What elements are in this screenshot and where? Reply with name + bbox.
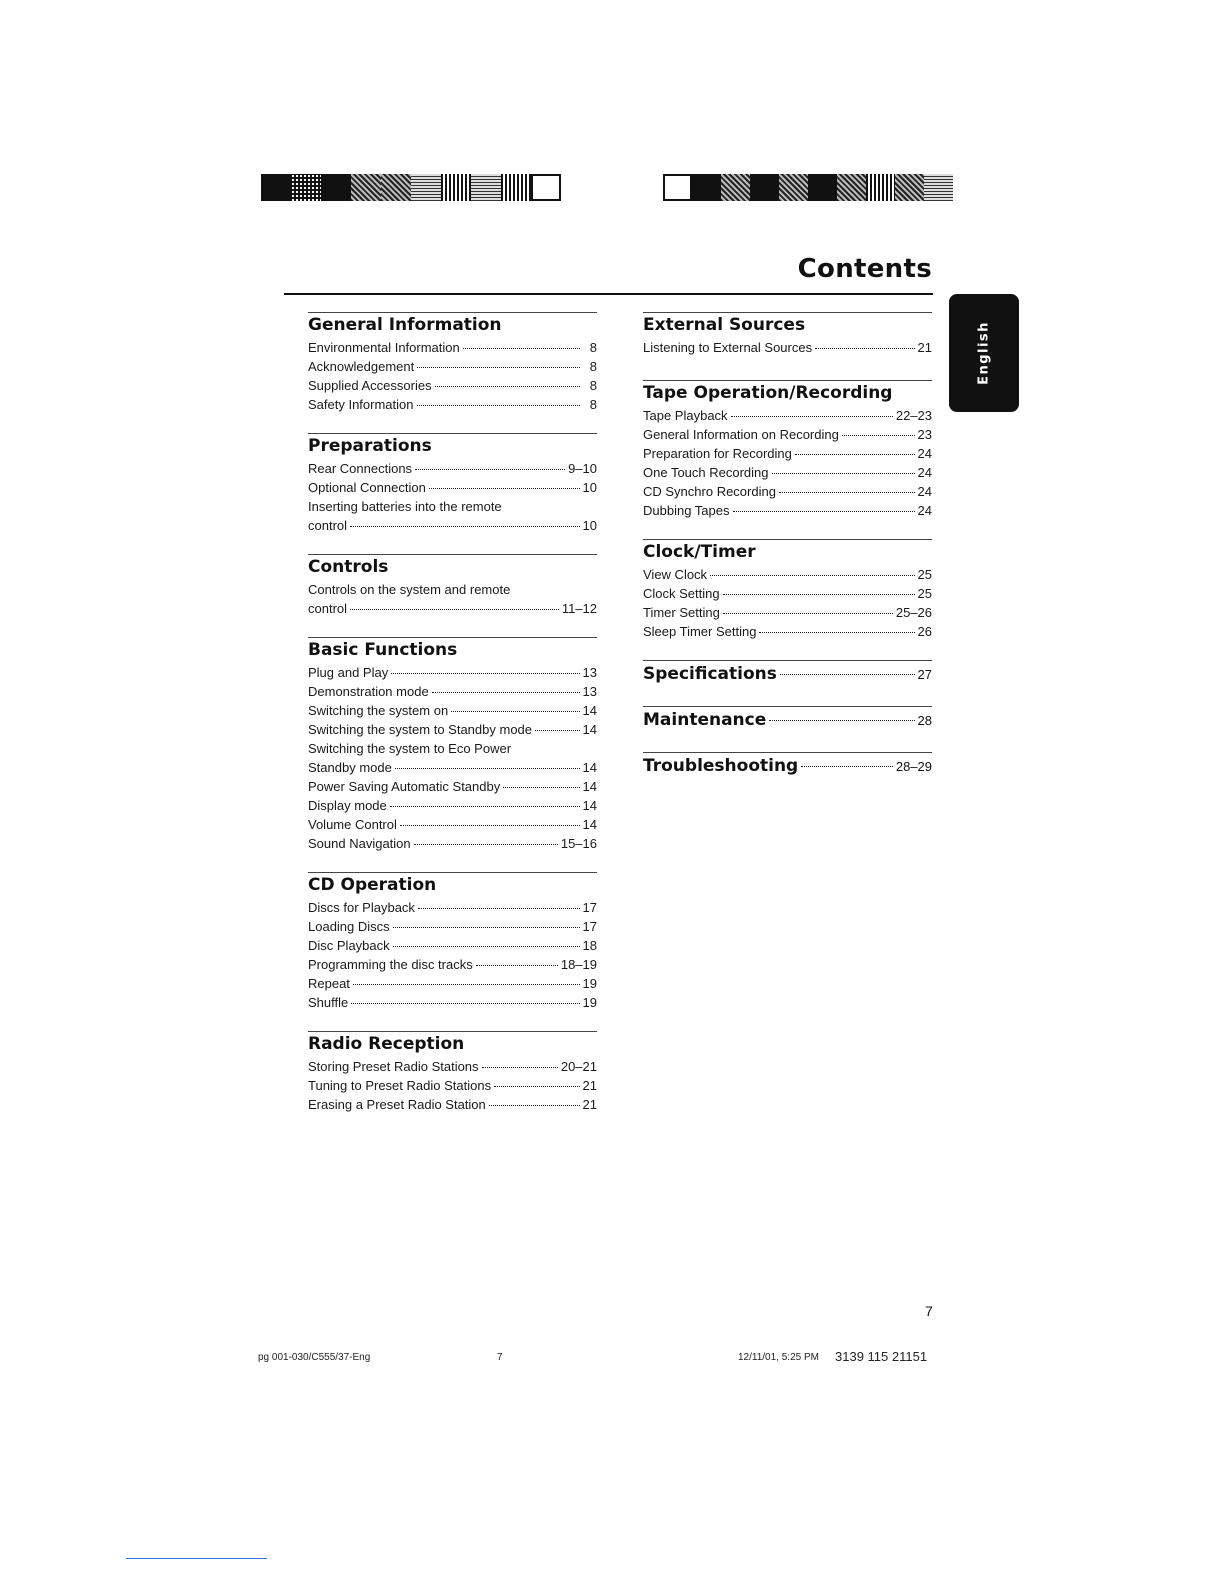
toc-entry: General Information on Recording 23: [643, 427, 932, 442]
toc-entry: Display mode 14: [308, 798, 597, 813]
toc-entry: View Clock 25: [643, 567, 932, 582]
footer-datetime: 12/11/01, 5:25 PM: [738, 1352, 819, 1363]
toc-entry: Environmental Information 8: [308, 340, 597, 355]
toc-entry: control 11–12: [308, 601, 597, 616]
page-number: 7: [925, 1303, 933, 1319]
toc-entry-line1: Controls on the system and remote: [308, 582, 511, 597]
scan-line: [126, 1558, 267, 1559]
section-title: Radio Reception: [308, 1034, 465, 1054]
toc-entry: One Touch Recording 24: [643, 465, 932, 480]
toc-entry: Acknowledgement 8: [308, 359, 597, 374]
toc-right-column: [643, 312, 932, 798]
toc-section-basic-functions: [308, 637, 597, 853]
section-title: Controls: [308, 557, 389, 577]
section-title: Preparations: [308, 436, 432, 456]
section-title: Tape Operation/Recording: [643, 383, 893, 403]
toc-entry: Standby mode 14: [308, 760, 597, 775]
toc-entry: Tuning to Preset Radio Stations 21: [308, 1078, 597, 1093]
registration-bar-right: [663, 174, 953, 201]
toc-section-preparations: [308, 433, 597, 535]
toc-section-controls: [308, 554, 597, 618]
toc-heading-specifications: Specifications 27: [643, 660, 932, 684]
toc-entry-line1: Inserting batteries into the remote: [308, 499, 502, 514]
toc-entry: Preparation for Recording 24: [643, 446, 932, 461]
toc-entry: Timer Setting 25–26: [643, 605, 932, 620]
toc-section-radio-reception: [308, 1031, 597, 1114]
toc-left-column: [308, 312, 597, 1133]
toc-entry: Discs for Playback 17: [308, 900, 597, 915]
toc-entry: Loading Discs 17: [308, 919, 597, 934]
language-tab: [949, 294, 1019, 412]
toc-entry-line1: Switching the system to Eco Power: [308, 741, 512, 756]
footer-code: 3139 115 21151: [835, 1349, 928, 1364]
toc-entry: Storing Preset Radio Stations 20–21: [308, 1059, 597, 1074]
toc-entry: Switching the system on 14: [308, 703, 597, 718]
toc-section-cd-operation: [308, 872, 597, 1012]
title-rule: [284, 293, 933, 295]
section-title: Basic Functions: [308, 640, 458, 660]
toc-entry: Disc Playback 18: [308, 938, 597, 953]
toc-entry: Repeat 19: [308, 976, 597, 991]
toc-heading-troubleshooting: Troubleshooting 28–29: [643, 752, 932, 776]
section-title: General Information: [308, 315, 502, 335]
toc-section-external-sources: [643, 312, 932, 357]
toc-entry: Programming the disc tracks 18–19: [308, 957, 597, 972]
toc-entry: Switching the system to Standby mode 14: [308, 722, 597, 737]
footer-page: 7: [497, 1352, 503, 1363]
toc-entry: CD Synchro Recording 24: [643, 484, 932, 499]
registration-bar-left: [261, 174, 561, 201]
toc-entry: Optional Connection 10: [308, 480, 597, 495]
toc-entry: Sound Navigation 15–16: [308, 836, 597, 851]
toc-section-general-information: [308, 312, 597, 414]
toc-entry: Supplied Accessories 8: [308, 378, 597, 393]
toc-entry: Clock Setting 25: [643, 586, 932, 601]
toc-entry: Rear Connections 9–10: [308, 461, 597, 476]
section-title: CD Operation: [308, 875, 437, 895]
section-title: Clock/Timer: [643, 542, 756, 562]
toc-entry: Shuffle 19: [308, 995, 597, 1010]
toc-entry: Tape Playback 22–23: [643, 408, 932, 423]
toc-entry: Erasing a Preset Radio Station 21: [308, 1097, 597, 1112]
toc-entry: Sleep Timer Setting 26: [643, 624, 932, 639]
toc-section-clock-timer: [643, 539, 932, 641]
toc-entry: Power Saving Automatic Standby 14: [308, 779, 597, 794]
footer-file: pg 001-030/C555/37-Eng: [258, 1352, 371, 1363]
toc-entry: Dubbing Tapes 24: [643, 503, 932, 518]
toc-entry: Safety Information 8: [308, 397, 597, 412]
toc-entry: Volume Control 14: [308, 817, 597, 832]
toc-section-tape-operation: [643, 380, 932, 520]
page-title: Contents: [797, 254, 932, 284]
toc-heading-maintenance: Maintenance 28: [643, 706, 932, 730]
toc-entry: control 10: [308, 518, 597, 533]
toc-entry: Demonstration mode 13: [308, 684, 597, 699]
toc-entry: Listening to External Sources 21: [643, 340, 932, 355]
language-tab-label: English: [976, 321, 992, 385]
section-title: External Sources: [643, 315, 806, 335]
toc-entry: Plug and Play 13: [308, 665, 597, 680]
